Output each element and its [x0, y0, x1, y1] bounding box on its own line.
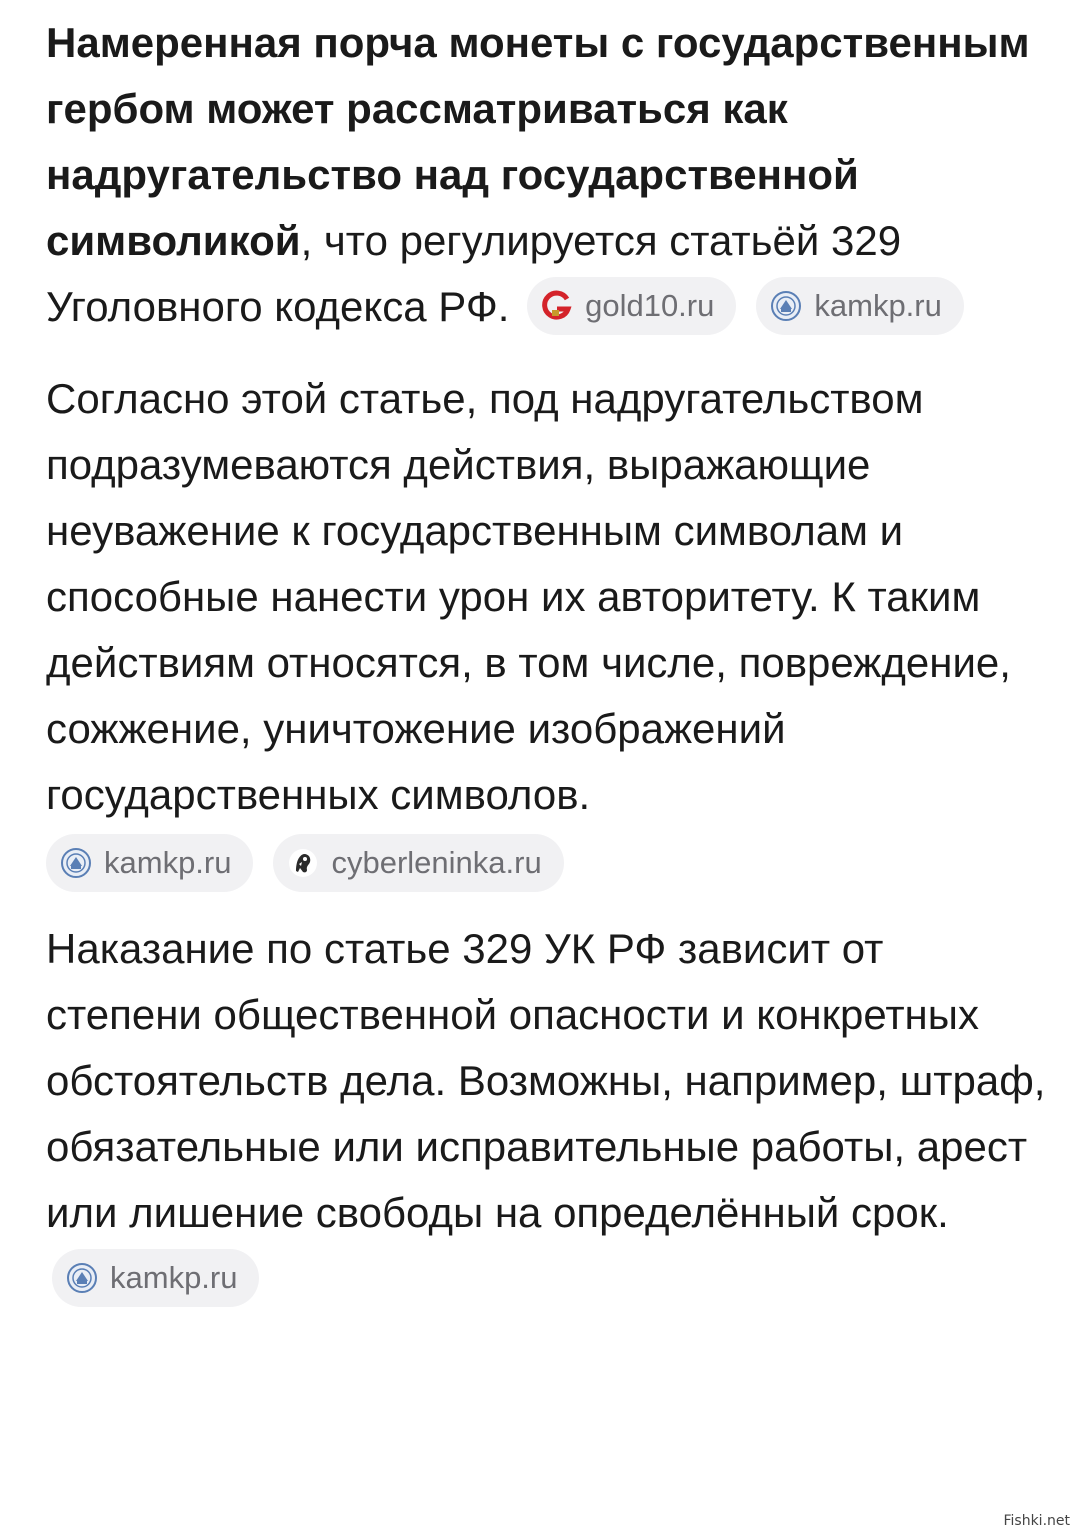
- source-chip-kamkp[interactable]: [46, 834, 253, 892]
- paragraph-1-bold: Намеренная порча монеты с государственным гербом может рассматриваться как надругательство над государственной символикой: [46, 19, 1030, 264]
- source-chip-label: gold10.ru: [585, 287, 715, 323]
- answer-content: [46, 10, 1046, 1312]
- paragraph-2-sources: [46, 834, 1046, 900]
- cyberleninka-logo-icon: [287, 847, 319, 879]
- paragraph-3: [46, 916, 1046, 1312]
- paragraph-2: [46, 366, 1046, 828]
- gold10-logo-icon: [541, 290, 573, 322]
- source-chip-gold10[interactable]: [527, 277, 736, 335]
- watermark: Fishki.net: [1003, 1513, 1070, 1529]
- kamkp-seal-icon: [60, 847, 92, 879]
- source-chip-label: kamkp.ru: [110, 1259, 238, 1295]
- source-chip-kamkp[interactable]: [756, 277, 963, 335]
- paragraph-3-text: Наказание по статье 329 УК РФ зависит от степени общественной опасности и конкретных обстоятельств дела. Возможны, например, штраф, обязательные или исправительные работы, арест или лишение свободы на определённый срок.: [46, 925, 1046, 1236]
- source-chip-label: cyberleninka.ru: [331, 844, 542, 880]
- source-chip-cyberleninka[interactable]: [273, 834, 563, 892]
- paragraph-2-text: Согласно этой статье, под надругательством подразумеваются действия, выражающие неуважение к государственным символам и способные нанести урон их авторитету. К таким действиям относятся, в том числе, повреждение, сожжение, уничтожение изображений государственных символов.: [46, 375, 1011, 818]
- paragraph-1: [46, 10, 1046, 340]
- source-chip-label: kamkp.ru: [814, 287, 942, 323]
- source-chip-kamkp[interactable]: [52, 1249, 259, 1307]
- kamkp-seal-icon: [770, 290, 802, 322]
- kamkp-seal-icon: [66, 1262, 98, 1294]
- paragraph-1-text: , что регулируется статьёй 329 Уголовного кодекса РФ.: [46, 217, 902, 330]
- source-chip-label: kamkp.ru: [104, 844, 232, 880]
